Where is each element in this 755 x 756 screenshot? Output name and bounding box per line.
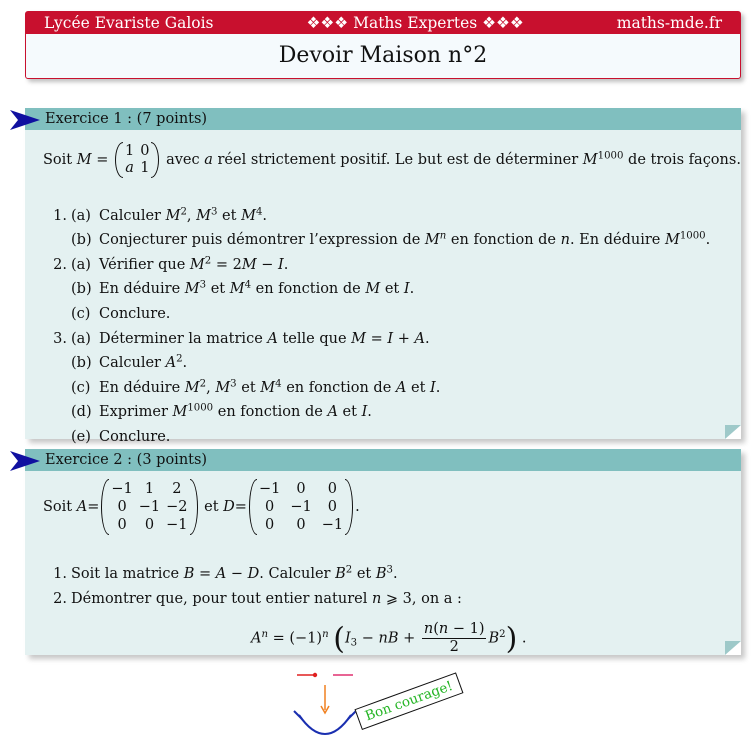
ex2-intro-text: Soit: [43, 499, 73, 515]
question-number: 3.: [53, 331, 67, 347]
subquestion-text: telle que: [282, 331, 347, 347]
exercise-1-box: Exercice 1 : (7 points) Soit M = 1 0 a 1 avec a réel strictement positif. Le but est de déterminer $M^{1000}$ de trois façons. 1. (a) Calculer $M^2$, $M^3$ et $M^4$. (b) Conjecturer puis démontrer l’expression de $M^n$ en fonction de n. En déduire $M^{1000}$. 2. (a) Vérifier que $M^2 = 2M - I$. (b) En déduire $M^3$ et $M^4$ en fonction de M et I. (c) Conclure. 3. (a) Déterminer la matrice A telle que M = I + A. (b) Calculer $A^2$. (c) En déduire $M^2$, $M^3$ et $M^4$ en fonction de A et I. (d) Exprimer $M^{1000}$ en fonction de A et I. (e) Conclure.: [25, 108, 741, 439]
subquestion-text: en fonction de: [450, 232, 557, 248]
question-text: Démontrer que, pour tout entier naturel: [71, 591, 368, 607]
subquestion-label: (a): [71, 331, 91, 347]
exercise-arrow-icon: [10, 108, 40, 132]
subquestion-text: Calculer: [99, 208, 161, 224]
subquestion-label: (b): [71, 355, 92, 371]
question-text: , on a :: [411, 591, 462, 607]
subquestion-text: Conjecturer puis démontrer l’expression de: [99, 232, 421, 248]
subquestion-text: Calculer: [99, 355, 161, 371]
document-title: Devoir Maison n°2: [278, 43, 488, 68]
subquestion-label: (e): [71, 429, 91, 445]
ex2-intro: Soit A= −1 1 2 0 −1 −2 0 0 −1 et D= −1 0 0 0 −1 0 0 0 −1 .: [43, 481, 360, 533]
subquestion-text: et: [210, 281, 226, 297]
header-band: [26, 12, 740, 34]
page-curl-corner: [725, 425, 741, 439]
subquestion-label: (c): [71, 306, 91, 322]
subquestion-text: Vérifier que: [99, 257, 186, 273]
question-number: 2.: [53, 591, 67, 607]
exercise-1-heading: Exercice 1 : (7 points): [25, 108, 741, 130]
subquestion-text: . En déduire: [569, 232, 661, 248]
subquestion-label: (d): [71, 404, 92, 420]
subquestion-text: et: [342, 404, 357, 420]
question-number: 1.: [53, 208, 67, 224]
matrix-a: −1 1 2 0 −1 −2 0 0 −1: [101, 479, 197, 535]
question-text: . Calculer: [259, 566, 331, 582]
ex1-intro-text: de trois façons.: [628, 152, 741, 168]
course-name: ❖❖❖ Maths Expertes ❖❖❖: [306, 14, 524, 32]
subquestion-text: et: [241, 380, 256, 396]
subquestion-label: (a): [71, 208, 91, 224]
subquestion-label: (a): [71, 257, 91, 273]
subquestion-text: et: [384, 281, 400, 297]
exercise-2-heading: Exercice 2 : (3 points): [25, 449, 741, 471]
school-name: Lycée Evariste Galois: [44, 14, 214, 32]
question-text: et: [356, 566, 372, 582]
subquestion-text: Conclure.: [99, 429, 171, 445]
subquestion-text: en fonction de: [286, 380, 392, 396]
document-header: [25, 11, 741, 79]
ex1-intro-text: avec: [166, 152, 200, 168]
ex1-intro: Soit M = 1 0 a 1 avec a réel strictement positif. Le but est de déterminer $M^{1000}$ de trois façons.: [43, 143, 741, 176]
matrix-m: 1 0 a 1: [115, 142, 159, 178]
subquestion-text: Exprimer: [99, 404, 168, 420]
ex1-intro-text: réel strictement positif. Le but est de déterminer: [217, 152, 579, 168]
subquestion-text: en fonction de: [255, 281, 361, 297]
website: maths-mde.fr: [616, 14, 722, 32]
page-curl-corner: [725, 641, 741, 655]
subquestion-text: Déterminer la matrice: [99, 331, 263, 347]
ex2-formula: $A^n = (-1)^n$ ($I_3$ − nB + $\frac{n(n - 1)}{2}$ $B^2$) .: [251, 621, 527, 657]
subquestion-text: En déduire: [99, 380, 181, 396]
subquestion-text: et: [410, 380, 426, 396]
ex2-intro-text: et: [204, 499, 219, 515]
ex1-intro-text: Soit: [43, 152, 73, 168]
subquestion-label: (c): [71, 380, 91, 396]
question-number: 1.: [53, 566, 67, 582]
smiley-face-icon: [285, 665, 365, 745]
exercise-arrow-icon: [10, 449, 40, 473]
subquestion-text: Conclure.: [99, 306, 171, 322]
subquestion-text: En déduire: [99, 281, 181, 297]
subquestion-text: en fonction de: [217, 404, 323, 420]
question-text: Soit la matrice: [71, 566, 180, 582]
exercise-2-box: Exercice 2 : (3 points) Soit A= −1 1 2 0 −1 −2 0 0 −1 et D= −1 0 0 0 −1 0 0 0 −1 . 1. Soit la matrice B = A − D. Calculer $B^2$ et $B^3$. 2. Démontrer que, pour tout entier naturel n ⩾ 3, on a : $A^n = (-1)^n$ ($I_3$ − nB + $\frac{n(n - 1)}{2}$ $B^2$) .: [25, 449, 741, 655]
matrix-d: −1 0 0 0 −1 0 0 0 −1: [249, 479, 353, 535]
subquestion-label: (b): [71, 281, 92, 297]
question-number: 2.: [53, 257, 67, 273]
good-luck-stamp: Bon courage!: [354, 672, 463, 730]
subquestion-label: (b): [71, 232, 92, 248]
